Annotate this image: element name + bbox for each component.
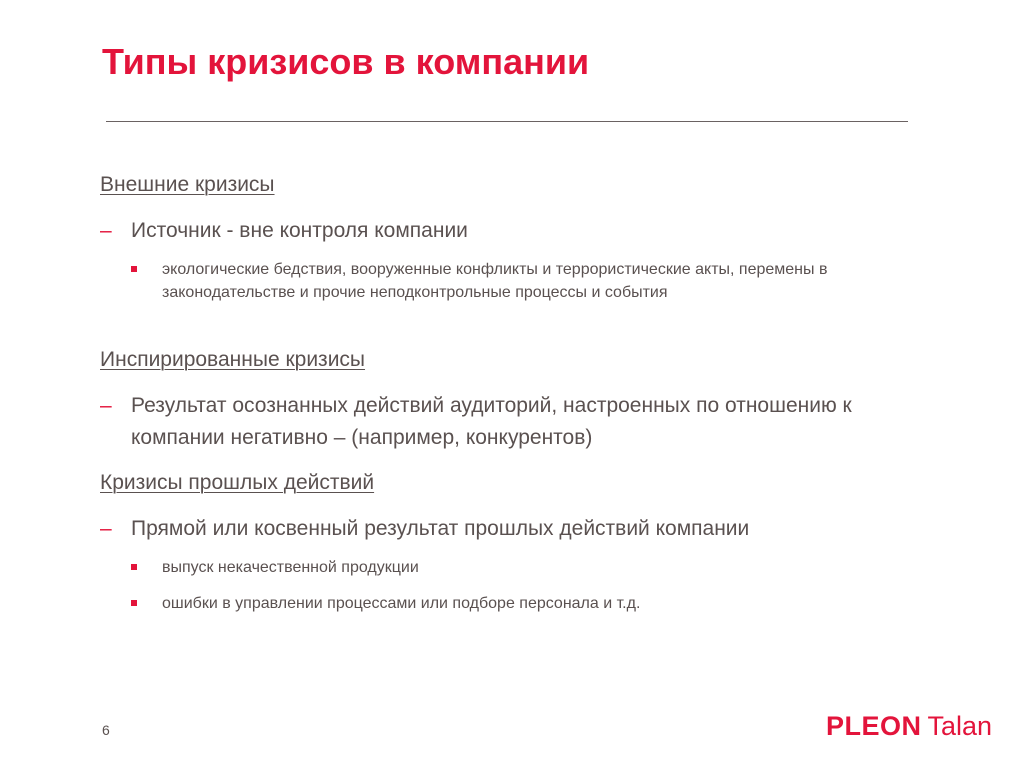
point-text: Источник - вне контроля компании [131, 219, 468, 242]
section-heading-external: Внешние кризисы [100, 173, 275, 196]
section-point [100, 513, 900, 545]
section-heading-past-actions: Кризисы прошлых действий [100, 471, 375, 494]
bullet-text: ошибки в управлении процессами или подборе персонала и т.д. [162, 595, 641, 612]
bullet-text: выпуск некачественной продукции [162, 559, 419, 576]
square-bullet-icon [131, 564, 137, 570]
page-number: 6 [102, 722, 110, 738]
section-point [100, 215, 900, 247]
sub-bullet [131, 258, 891, 304]
sub-bullet [131, 592, 891, 615]
sub-bullet [131, 556, 891, 579]
slide-title: Типы кризисов в компании [102, 41, 590, 82]
square-bullet-icon [131, 600, 137, 606]
point-text: Результат осознанных действий аудиторий, настроенных по отношению к компании негативно – (например, конкурентов) [131, 394, 852, 449]
logo-brand: PLEON [826, 711, 922, 741]
title-divider [106, 121, 908, 122]
section-point [100, 390, 900, 454]
square-bullet-icon [131, 266, 137, 272]
point-text: Прямой или косвенный результат прошлых действий компании [131, 517, 750, 540]
bullet-text: экологические бедствия, вооруженные конфликты и террористические акты, перемены в законодательстве и прочие неподконтрольные процессы и события [162, 261, 828, 301]
pleon-talan-logo [826, 713, 992, 740]
dash-marker: – [100, 219, 112, 242]
dash-marker: – [100, 394, 112, 417]
dash-marker: – [100, 517, 112, 540]
logo-suffix: Talan [927, 711, 993, 741]
section-heading-inspired: Инспирированные кризисы [100, 348, 366, 371]
